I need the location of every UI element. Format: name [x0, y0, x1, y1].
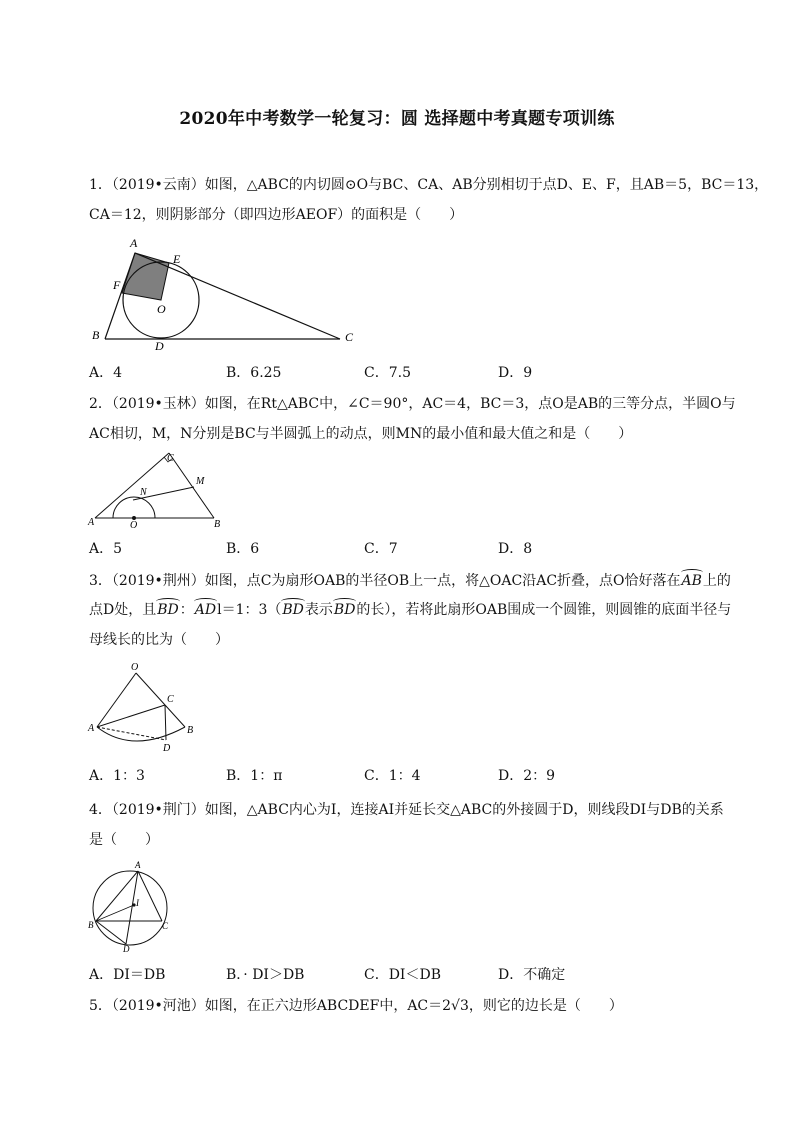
q2-option-a: A．5: [89, 541, 123, 557]
q1-option-d: D．9: [498, 365, 533, 381]
q2-line-1: 2．（2019•玉林）如图，在Rt△ABC中，∠C＝90°，AC＝4，BC＝3，点O是AB的三等分点，半圆O与: [89, 396, 736, 412]
q3-label-B: B: [187, 725, 194, 736]
q1-label-B: B: [92, 328, 100, 342]
q3-label-D: D: [163, 743, 171, 754]
q3-option-a: A．1：3: [89, 768, 145, 784]
q1-label-C: C: [345, 330, 354, 344]
q4-option-a: A．DI＝DB: [89, 967, 166, 983]
q2-label-B: B: [214, 519, 221, 530]
q2-line-2: AC相切，M，N分别是BC与半圆弧上的动点，则MN的最小值和最大值之和是（ ）: [89, 426, 633, 442]
q3-label-C: C: [167, 694, 174, 705]
q1-option-a: A．4: [89, 365, 123, 381]
q4-option-b: B．· DI＞DB: [226, 967, 305, 983]
q1-label-O: O: [157, 302, 166, 316]
q1-option-b: B．6.25: [226, 365, 282, 381]
q3-figure-sector: [88, 660, 208, 755]
q4-label-C: C: [162, 921, 169, 931]
q1-line-1: 1．（2019•云南）如图，△ABC的内切圆⊙O与BC、CA、AB分别相切于点D、E、F，且AB＝5，BC＝13，: [89, 177, 769, 193]
q4-label-A: A: [135, 860, 141, 870]
q3-line-3: 母线长的比为（ ）: [89, 632, 229, 648]
q1-label-E: E: [173, 252, 181, 266]
q1-label-F: F: [113, 278, 121, 292]
q2-label-A: A: [88, 517, 95, 528]
q3-line-1-text: 3．（2019•荆州）如图，点C为扇形OAB的半径OB上一点，将△OAC沿AC折叠，点O恰好落在: [89, 573, 681, 589]
q1-label-A: A: [130, 236, 138, 250]
q3-arc-bd-3: BD: [333, 602, 356, 618]
q4-label-I: I: [136, 898, 139, 908]
q2-figure-right-triangle: [88, 447, 228, 532]
q5-line-1: 5．（2019•河池）如图，在正六边形ABCDEF中，AC＝2√3，则它的边长是（ ）: [89, 998, 623, 1014]
q3-ratio-tail: 的长），若将此扇形OAB围成一个圆锥，则圆锥的底面半径与: [356, 602, 732, 618]
page-title: 2020年中考数学一轮复习：圆 选择题中考真题专项训练: [179, 109, 615, 129]
q4-line-2: 是（ ）: [89, 832, 159, 848]
q3-arc-ab: AB: [681, 573, 702, 589]
q2-option-c: C．7: [364, 541, 398, 557]
q3-line-1: [89, 571, 731, 591]
q3-ratio-mid: 表示: [304, 602, 333, 618]
q3-option-d: D．2：9: [498, 768, 556, 784]
q4-line-1: 4．（2019•荆门）如图，△ABC内心为I，连接AI并延长交△ABC的外接圆于D，则线段DI与DB的关系: [89, 802, 724, 818]
q2-option-b: B．6: [226, 541, 260, 557]
q3-label-A: A: [88, 723, 95, 734]
q1-option-c: C．7.5: [364, 365, 411, 381]
q3-arc-bd-1: BD: [157, 602, 179, 618]
q3-line-2: 点D处，且BD：ADl＝1：3（BD表示BD的长），若将此扇形OAB围成一个圆锥，则圆锥的底面半径与: [89, 602, 732, 618]
q2-label-N: N: [140, 487, 147, 498]
q2-option-d: D．8: [498, 541, 533, 557]
q4-figure-circumcircle: [88, 858, 178, 953]
q4-label-B: B: [88, 920, 94, 930]
q1-line-2: CA＝12，则阴影部分（即四边形AEOF）的面积是（ ）: [89, 207, 464, 223]
q3-line-2-start: 点D处，且: [89, 602, 157, 618]
q3-arc-ad: AD: [194, 602, 217, 618]
q2-label-M: M: [196, 476, 205, 487]
q2-label-O: O: [130, 520, 138, 531]
q3-option-b: B．1：π: [226, 768, 283, 784]
q3-line-1-tail: 上的: [702, 573, 731, 589]
q3-label-O: O: [131, 662, 139, 673]
q1-label-D: D: [155, 339, 164, 353]
q4-label-D: D: [123, 944, 130, 954]
q3-ratio-text: l＝1：3（: [217, 602, 282, 618]
q3-arc-bd-2: BD: [282, 602, 304, 618]
q2-label-C: C: [167, 453, 174, 464]
q3-option-c: C．1：4: [364, 768, 421, 784]
q4-option-c: C．DI＜DB: [364, 967, 441, 983]
q4-option-d: D．不确定: [498, 967, 566, 983]
q1-figure-incircle-triangle: [88, 235, 368, 353]
